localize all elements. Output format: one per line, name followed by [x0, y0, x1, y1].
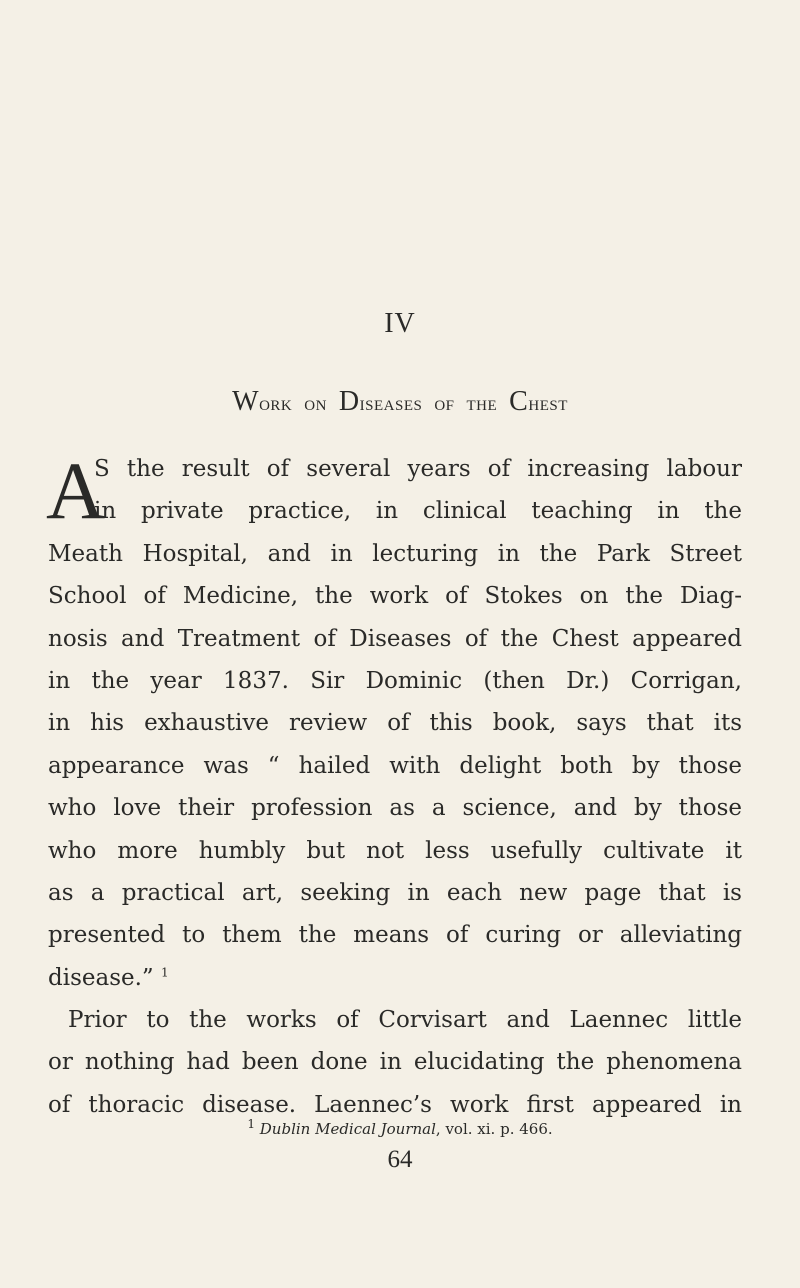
text-line: [48, 957, 742, 999]
text-line: who more humbly but not less usefully cultivate it: [48, 837, 742, 864]
page-number: 64: [387, 1146, 413, 1173]
text-line: in the year 1837. Sir Dominic (then Dr.) Corrigan,: [48, 667, 742, 694]
chapter-title-part: C: [509, 386, 529, 417]
text-line: in his exhaustive review of this book, says that its: [48, 710, 742, 737]
text-line: nosis and Treatment of Diseases of the Chest appeared: [48, 625, 742, 652]
text-line-content: disease.”: [48, 964, 154, 991]
text-line: who love their profession as a science, and by those: [48, 795, 742, 822]
body-text: [46, 445, 742, 1126]
footnote-citation: , vol. xi. p. 466.: [435, 1120, 553, 1138]
footnote-journal: Dublin Medical Journal: [259, 1120, 436, 1138]
footnote: [0, 1117, 800, 1138]
drop-cap: A: [46, 445, 106, 536]
chapter-number: IV: [384, 308, 416, 339]
text-line: appearance was “ hailed with delight both by those: [48, 752, 742, 779]
footnote-reference: 1: [161, 965, 169, 980]
text-line: as a practical art, seeking in each new page that is: [48, 879, 742, 906]
chapter-title-part: W: [232, 386, 260, 417]
text-line: or nothing had been done in elucidating the phenomena: [48, 1049, 742, 1076]
chapter-title-part: D: [338, 386, 360, 417]
footnote-mark: 1: [247, 1117, 255, 1131]
chapter-title-part: ork on: [259, 390, 339, 415]
text-line: Prior to the works of Corvisart and Laennec little: [68, 1007, 742, 1034]
text-line: School of Medicine, the work of Stokes on the Diag-: [48, 583, 742, 610]
chapter-title-part: iseases of the: [359, 390, 510, 415]
text-line: presented to them the means of curing or alleviating: [48, 922, 742, 949]
chapter-title: [60, 386, 740, 418]
text-line: Meath Hospital, and in lecturing in the Park Street: [48, 540, 742, 567]
chapter-title-part: hest: [528, 390, 568, 415]
text-line: of thoracic disease. Laennec’s work first appeared in: [48, 1091, 742, 1118]
text-line: S the result of several years of increasing labour: [94, 456, 742, 482]
text-line: in private practice, in clinical teaching in the: [94, 498, 742, 525]
